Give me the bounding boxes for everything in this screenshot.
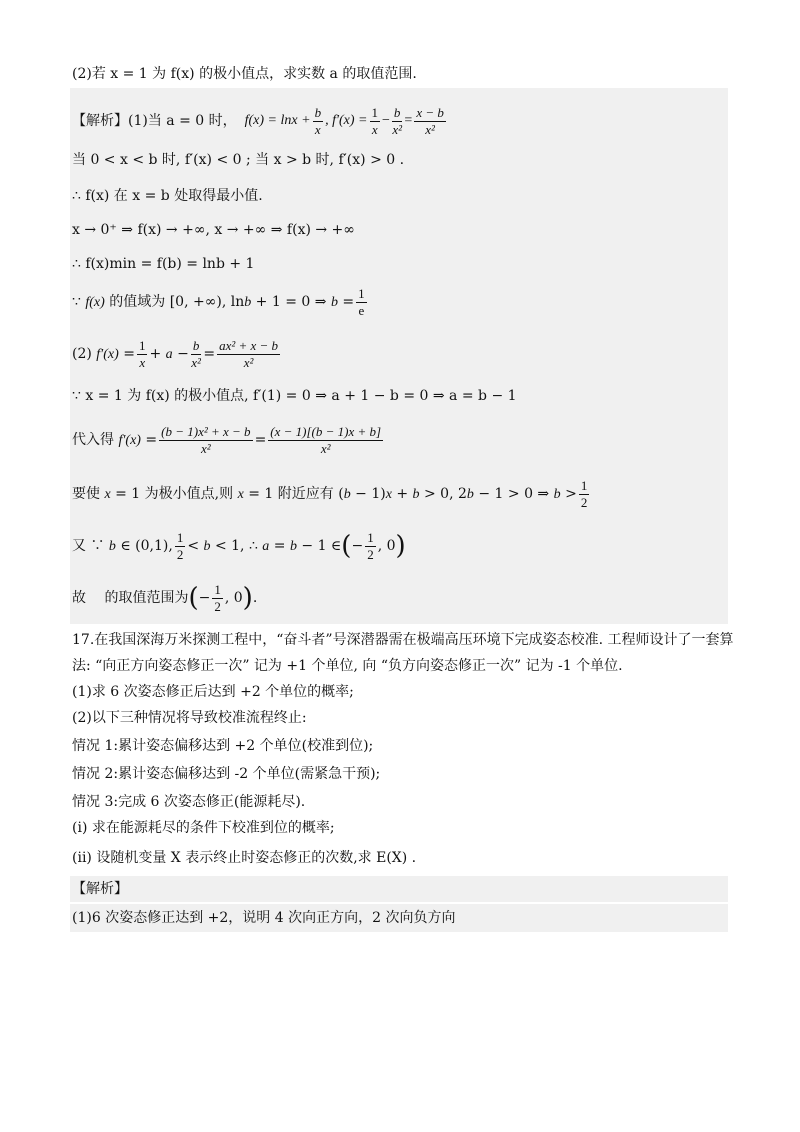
analysis2-label-background [70, 876, 728, 902]
analysis-line-10 [72, 474, 591, 514]
fraction-ax2: $\frac{\text{ax² + x − b}}{\text{x²}}$ [219, 337, 279, 370]
question-2-prompt [72, 64, 417, 84]
analysis-line-3: ∴ f(x) 在 x = b 处取得最小值. [72, 188, 263, 204]
analysis-label: 【解析】(1)当 a = 0 时， [72, 113, 237, 129]
fraction-x-minus-b: $\frac{x - b}{\text{x²}}$ [416, 104, 444, 137]
fraction-b-over-x2-2: $\frac{b}{\text{x²}}$ [191, 337, 201, 370]
analysis-line-11: 又 ∵ b ∈ (0,1), $\frac{1}{2}$ < b < 1, ∴ a = b − 1 ∈ ( − $\frac{1}{2}$ , 0 ) [72, 529, 406, 562]
analysis-line-9: 代入得 f′(x) = $\frac{\text{(b − 1)x² + x − b}}{\text{x²}}$ = $\frac{(x - 1)[(b - 1)x + b]}{\text{x²}}$ [72, 423, 382, 456]
fraction-1-over-e: $\frac{1}{e}$ [358, 285, 365, 318]
analysis-line-4: x → 0⁺ ⇒ f(x) → +∞, x → +∞ ⇒ f(x) → +∞ [72, 222, 355, 238]
analysis-line-8: ∵ x = 1 为 f(x) 的极小值点, f′(1) = 0 ⇒ a + 1 − b = 0 ⇒ a = b − 1 [72, 388, 517, 404]
fraction-half-4: $\frac{1}{2}$ [214, 581, 221, 614]
problem-17-line-1: 17.在我国深海万米探测工程中，“奋斗者”号深潜器需在极端高压环境下完成姿态校准. 工程师设计了一套算 [72, 632, 734, 648]
problem-17-part-2: (2)以下三种情况将导致校准流程终止: [72, 710, 307, 726]
fraction-half-2: $\frac{1}{2}$ [176, 529, 184, 562]
problem-17-case-2: 情况 2:累计姿态偏移达到 -2 个单位(需紧急干预); [72, 766, 381, 782]
fraction-one-half: $\frac{1}{2}$ [580, 477, 588, 510]
analysis-line-12: 故 的取值范围为 ( − $\frac{1}{2}$ , 0 ) . [72, 581, 258, 614]
fraction-b-over-x2: $\frac{b}{\text{x²}}$ [392, 104, 402, 137]
fraction-substitution: $\frac{\text{(b − 1)x² + x − b}}{\text{x²}}$ [161, 423, 251, 456]
analysis-line-7-text: (2) f′(x) = [72, 345, 135, 362]
analysis-line-5: ∴ f(x)min = f(b) = lnb + 1 [72, 256, 255, 272]
analysis-2-label: 【解析】 [72, 881, 128, 897]
fraction-1-over-x: $\frac{1}{x}$ [371, 104, 378, 137]
problem-17-case-3: 情况 3:完成 6 次姿态修正(能源耗尽). [72, 794, 306, 810]
problem-17-case-1: 情况 1:累计姿态偏移达到 +2 个单位(校准到位); [72, 738, 374, 754]
problem-17-sub-i: (i) 求在能源耗尽的条件下校准到位的概率; [72, 820, 335, 836]
fraction-b-over-x: $\frac{b}{x}$ [314, 104, 322, 137]
formula-fprime: , f′(x) = [325, 113, 368, 128]
analysis-line-1: 【解析】(1)当 a = 0 时， f(x) = lnx + $\frac{b}{x}$ , f′(x) = $\frac{1}{x}$ − $\frac{b}{\text{x²}}$ = $\frac{x - b}{\text{x²}}$ [72, 104, 444, 137]
analysis-line-10-text: 要使 x = 1 为极小值点,则 x = 1 附近应有 (b − 1)x + b > 0, 2b − 1 > 0 ⇒ b > [72, 485, 577, 502]
fraction-factored: $\frac{(x - 1)[(b - 1)x + b]}{\text{x²}}$ [270, 423, 382, 456]
analysis-line-6-text: ∵ f(x) 的值域为 [0, +∞), lnb + 1 = 0 ⇒ b = [72, 293, 355, 310]
problem-17-part-1: (1)求 6 次姿态修正后达到 +2 个单位的概率; [72, 684, 354, 700]
question-2-text: (2)若 x = 1 为 f(x) 的极小值点，求实数 a 的取值范围. [72, 66, 417, 82]
analysis-line-7: (2) f′(x) = $\frac{1}{x}$ + a − $\frac{b}{\text{x²}}$ = $\frac{\text{ax² + x − b}}{\text{x²}}$ [72, 337, 279, 370]
analysis-line-9-text: 代入得 f′(x) = [72, 431, 158, 448]
analysis-line-2: 当 0 < x < b 时, f′(x) < 0 ; 当 x > b 时, f′(x) > 0 . [72, 152, 405, 168]
fraction-1-over-x-2: $\frac{1}{x}$ [138, 337, 146, 370]
analysis-line-12-text: 故 的取值范围为 [72, 590, 189, 606]
analysis-line-6 [72, 284, 369, 320]
fraction-half-3: $\frac{1}{2}$ [367, 529, 374, 562]
analysis-line-11-text: 又 ∵ b ∈ (0,1), [72, 537, 173, 554]
problem-17-sub-ii: (ii) 设随机变量 X 表示终止时姿态修正的次数,求 E(X) . [72, 850, 417, 866]
analysis-2-line-1: (1)6 次姿态修正达到 +2，说明 4 次向正方向，2 次向负方向 [72, 910, 456, 926]
formula-f: f(x) = lnx + [244, 113, 311, 128]
problem-17-line-2: 法: “向正方向姿态修正一次” 记为 +1 个单位, 向 “负方向姿态修正一次” 记为 -1 个单位. [72, 658, 623, 674]
